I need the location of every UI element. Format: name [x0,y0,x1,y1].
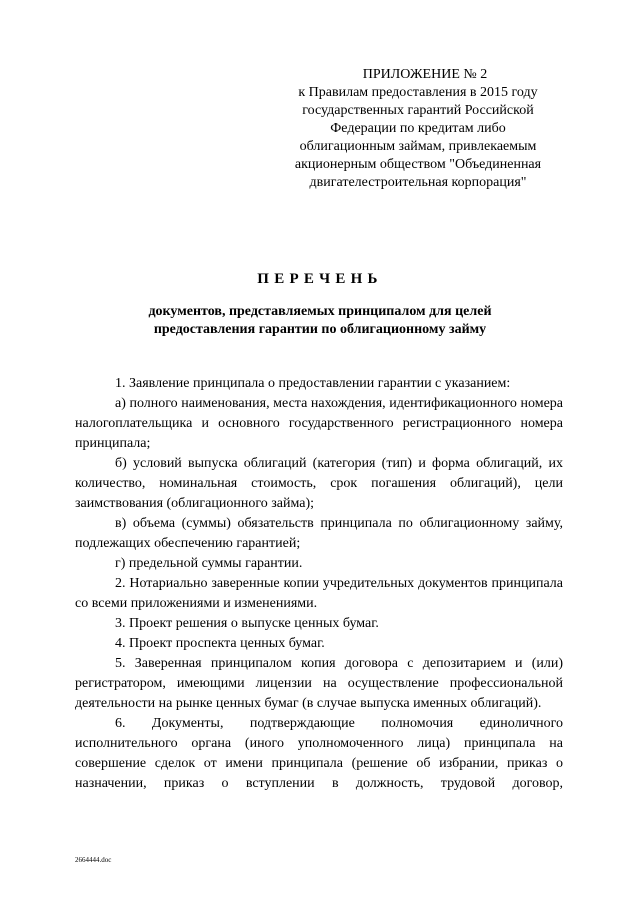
appendix-line: облигационным займам, привлекаемым [299,139,537,154]
subtitle-line: предоставления гарантии по облигационному займу [153,322,487,337]
subtitle-line: документов, представляемых принципалом для целей [148,304,492,319]
appendix-line: государственных гарантий Российской [302,103,534,118]
appendix-title: ПРИЛОЖЕНИЕ № 2 [362,67,488,82]
paragraph: а) полного наименования, места нахождения, идентификационного номера налогоплательщика и основного государственного регистрационного номера принципала; [75,396,563,451]
appendix-line: акционерным обществом "Объединенная [294,157,542,172]
document-body [75,374,563,794]
paragraph: 1. Заявление принципала о предоставлении гарантии с указанием: [115,376,511,391]
paragraph: г) предельной суммы гарантии. [115,556,303,571]
document-title: ПЕРЕЧЕНЬ [257,271,383,287]
appendix-line: двигателестроительная корпорация" [309,175,527,190]
file-name-footer: 2664444.doc [75,856,112,864]
appendix-line: к Правилам предоставления в 2015 году [298,85,538,100]
paragraph: в) объема (суммы) обязательств принципала по облигационному займу, подлежащих обеспечению гарантией; [75,516,563,551]
paragraph: 6. Документы, подтверждающие полномочия единоличного исполнительного органа (иного уполномоченного лица) принципала на совершение сделок от имени принципала (решение об избрании, приказ о назначении, приказ о вступлении в должность, трудовой договор, [75,716,563,791]
document-subtitle [0,303,640,339]
paragraph: 5. Заверенная принципалом копия договора с депозитарием и (или) регистратором, имеющими лицензии на осуществление профессиональной деятельности на рынке ценных бумаг (в случае выпуска именных облигаций). [75,656,563,711]
appendix-block [268,66,568,192]
paragraph: 4. Проект проспекта ценных бумаг. [115,636,325,651]
appendix-line: Федерации по кредитам либо [330,121,506,136]
paragraph: б) условий выпуска облигаций (категория (тип) и форма облигаций, их количество, номинальная стоимость, срок погашения облигаций), цели заимствования (облигационного займа); [75,456,563,511]
paragraph: 3. Проект решения о выпуске ценных бумаг. [115,616,379,631]
paragraph: 2. Нотариально заверенные копии учредительных документов принципала со всеми приложениями и изменениями. [75,576,563,611]
